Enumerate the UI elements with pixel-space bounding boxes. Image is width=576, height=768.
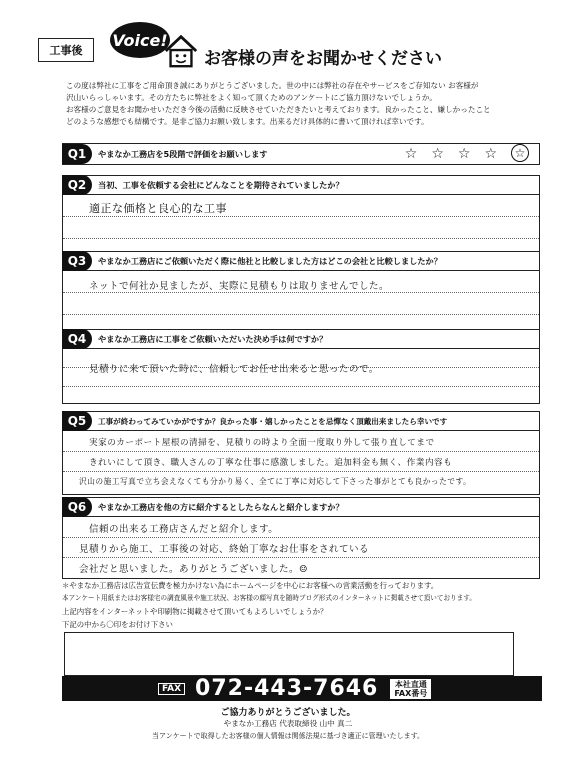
- question-2: [62, 175, 540, 261]
- after-construction-tag: 工事後: [38, 38, 94, 62]
- note-line: 上記内容をインターネットや印刷物に掲載させて頂いてもよろしいでしょうか？: [62, 607, 328, 616]
- intro-line: この度は弊社に工事をご用命頂き誠にありがとうございました。世の中には弊社の存在やサービスをご存知ない お客様が: [66, 81, 479, 90]
- question-number: Q3: [62, 251, 92, 271]
- intro-line: お客様のご意見をお聞かせいただき今後の活動に反映させていただきたいと考えております。良かったこと、嫌しかったこと: [66, 105, 491, 114]
- consent-answer-box[interactable]: [64, 632, 514, 676]
- rating-stars: [405, 146, 529, 162]
- question-text: やまなか工務店を5段階で評価をお願いします: [98, 148, 268, 159]
- question-5: [62, 411, 540, 495]
- fax-number: 072-443-7646: [195, 676, 379, 701]
- question-number: Q5: [62, 411, 92, 431]
- question-number: Q6: [62, 497, 92, 517]
- handwritten-answer: 会社だと思いました。ありがとうございました。☺: [79, 564, 309, 575]
- smiling-house-icon: [162, 32, 200, 70]
- handwritten-answer: 適正な価格と良心的な工事: [89, 202, 227, 215]
- handwritten-answer: 見積りに来て頂いた時に、信頼してお任せ出来ると思ったので。: [89, 364, 379, 375]
- question-text: やまなか工務店に工事をご依頼いただいた決め手は何ですか？: [98, 333, 328, 344]
- question-text: やまなか工務店にご依頼いただく際に他社と比較しました方はどこの会社と比較しましたか？: [98, 255, 442, 266]
- handwritten-answer: 実家のカーポート屋根の清掃を、見積りの時より全面一度取り外して張り直してまで: [89, 438, 435, 448]
- question-number: Q2: [62, 175, 92, 195]
- question-text: やまなか工務店を他の方に紹介するとしたらなんと紹介しますか？: [98, 501, 344, 512]
- answer-area[interactable]: [62, 431, 540, 495]
- fax-bar: [62, 676, 542, 701]
- privacy-note: 当アンケートで取得したお客様の個人情報は関係法規に基づき適正に管理いたします。: [151, 732, 425, 740]
- question-number: Q4: [62, 329, 92, 349]
- star-icon[interactable]: ☆: [457, 146, 471, 162]
- page-headline: お客様の声をお聞かせください: [204, 49, 442, 69]
- question-4: [62, 329, 540, 404]
- handwritten-answer: 信頼の出来る工務店さんだと紹介します。: [89, 524, 279, 535]
- handwritten-answer: ネットで何社か見ましたが、実際に見積もりは取りませんでした。: [89, 281, 390, 292]
- question-text: 当初、工事を依頼する会社にどんなことを期待されていましたか？: [98, 179, 344, 190]
- star-icon[interactable]: ☆: [404, 146, 418, 162]
- handwritten-answer: 見積りから施工、工事後の対応、終始丁寧なお仕事をされている: [79, 544, 370, 555]
- intro-line: 沢山いらっしゃいます。その方たちに弊社をよく知って頂くためのアンケートにご協力頂けないでしょうか。: [66, 93, 438, 102]
- handwritten-answer: 沢山の施工写真で立ち会えなくても分かり易く、全てに丁寧に対応して下さった事がとても良かったです。: [79, 477, 472, 486]
- question-6: [62, 497, 540, 579]
- fax-label-line: 本社直通: [394, 679, 427, 689]
- answer-area[interactable]: [62, 517, 540, 579]
- handwritten-answer: きれいにして頂き、職人さんの丁寧な仕事に感激しました。追加料金も無く、作業内容も: [89, 458, 453, 468]
- note-line: ＊やまなか工務店は広告宣伝費を極力かけない為にホームページを中心にお客様への営業活動を行っております。: [62, 581, 439, 590]
- question-1: [62, 143, 540, 165]
- circled-star-icon[interactable]: ☆: [511, 144, 529, 162]
- star-icon[interactable]: ☆: [431, 146, 444, 162]
- note-line: 本アンケート用紙またはお客様宅の調査風景や施工状況、お客様の顔写真を随時ブログ形式のインターネットに掲載させて頂いております。: [62, 594, 476, 602]
- question-3: [62, 251, 540, 335]
- question-text: 工事が終わってみていかがですか？良かった事・嬉しかったことを忌憚なく頂戴出来ましたら幸いです: [98, 416, 448, 426]
- company-signature: やまなか工務店 代表取締役 山中 真二: [223, 719, 353, 728]
- answer-area[interactable]: [62, 271, 540, 335]
- note-line: 下記の中から〇印をお付け下さい: [62, 620, 173, 629]
- fax-icon: FAX: [158, 683, 185, 695]
- question-number: Q1: [62, 144, 92, 164]
- star-icon[interactable]: ☆: [484, 146, 497, 162]
- fax-label-line: FAX番号: [394, 688, 428, 698]
- fax-label: [390, 679, 431, 699]
- answer-area[interactable]: [62, 349, 540, 404]
- intro-text: [66, 80, 536, 128]
- thanks-message: ご協力ありがとうございました。: [220, 708, 356, 718]
- publication-notes: [62, 579, 542, 631]
- intro-line: どのような感想でも結構です。是非ご協力お願い致します。出来るだけ具体的に書いて頂ければ幸いです。: [66, 117, 429, 126]
- voice-speech-bubble: Voice!: [110, 22, 170, 58]
